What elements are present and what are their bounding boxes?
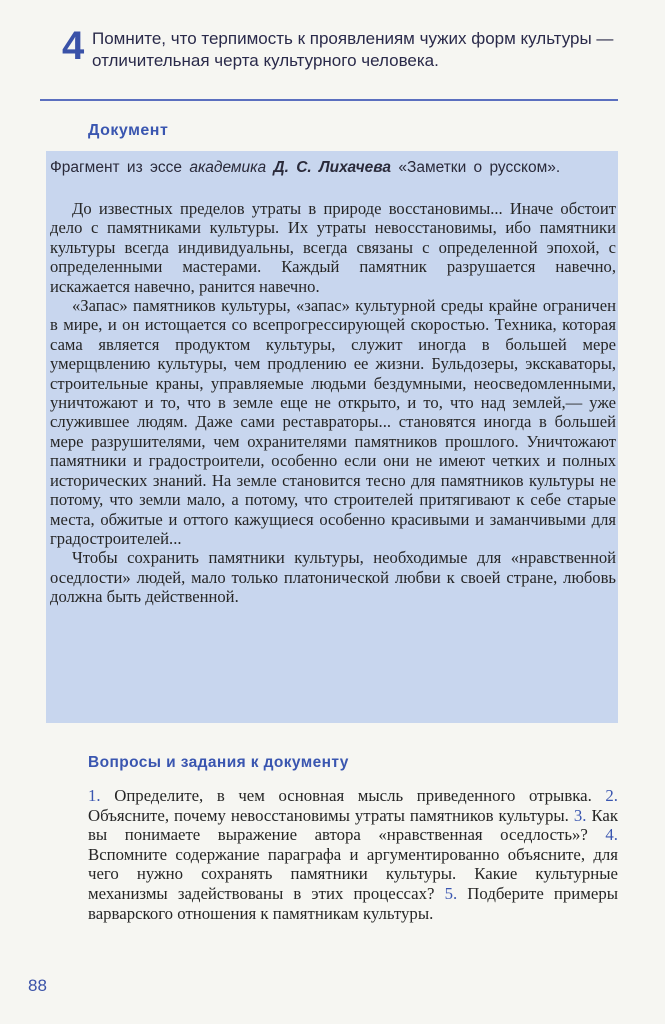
intro-prefix: Фрагмент из эссе [50, 159, 190, 176]
question-number: 3. [573, 805, 587, 825]
questions-block [88, 786, 618, 923]
question-number: 5. [444, 883, 458, 903]
rule-text: Помните, что терпимость к проявлениям чужих форм культуры — отличительная черта культурного человека. [92, 29, 614, 70]
intro-suffix: «Заметки о русском». [391, 159, 561, 176]
question-text: Определите, в чем основная мысль приведенного отрывка. [114, 786, 592, 805]
document-paragraph: До известных пределов утраты в природе восстановимы... Иначе обстоит дело с памятниками культуры. Их утраты невосстановимы, ибо памятники культуры всегда индивидуальны, всегда связаны с определенной эпохой, с определенными мастерами. Каждый памятник разрушается навечно, искажается навечно, ранится навечно. [50, 199, 616, 296]
question-number: 2. [605, 786, 618, 805]
question-text: Подберите примеры варварского отношения к памятникам культуры. [88, 883, 618, 923]
questions-heading: Вопросы и задания к документу [88, 754, 349, 771]
document-paragraph: Чтобы сохранить памятники культуры, необходимые для «нравственной оседлости» людей, мало только платонической любви к своей стране, любовь должна быть действенной. [50, 548, 616, 607]
section-divider [40, 99, 618, 101]
document-paragraph: «Запас» памятников культуры, «запас» культурной среды крайне ограничен в мире, и он истощается со всепрогрессирующей скоростью. Техника, которая сама является продуктом культуры, служит иногда в большей мере умерщвлению культуры, чем продлению ее жизни. Бульдозеры, экскаваторы, строительные краны, управляемые людьми бездумными, неосведомленными, уничтожают и то, что в земле еще не открыто, и то, что над землей,— уже служившее людям. Даже сами реставраторы... становятся иногда в большей мере разрушителями, чем охранителями памятников прошлого. Уничтожают памятники и градостроители, особенно если они не имеют четких и полных исторических знаний. На земле становится тесно для памятников культуры не потому, что земли мало, а потому, что строителей притягивают к себе старые места, обжитые и оттого кажущиеся особенно красивыми и заманчивыми для градостроителей... [50, 296, 616, 548]
intro-author: Д. С. Лихачева [273, 159, 392, 176]
intro-role: академика [189, 159, 274, 176]
rule-number: 4 [62, 24, 85, 68]
question-text: Объясните, почему невосстановимы утраты памятников культуры. [88, 805, 569, 825]
question-text: Как вы понимаете выражение автора «нравственная оседлость»? [88, 805, 619, 845]
document-body [50, 199, 616, 607]
document-intro [50, 158, 616, 178]
document-heading: Документ [88, 122, 169, 139]
question-number: 4. [605, 825, 618, 845]
page-number: 88 [28, 976, 47, 995]
question-text: Вспомните содержание параграфа и аргументированно объясните, для чего нужно сохранять памятники культуры. Какие культурные механизмы задействованы в этих процессах? [88, 844, 618, 903]
question-number: 1. [88, 786, 101, 805]
